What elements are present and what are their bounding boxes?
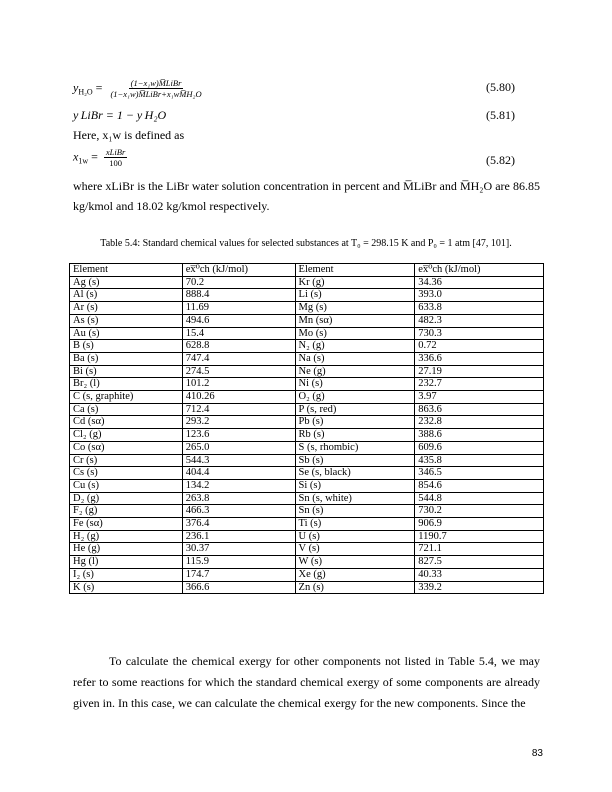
exergy-value-cell: 609.6 — [415, 441, 544, 454]
exergy-value-cell: 11.69 — [182, 302, 295, 315]
element-cell: Bi (s) — [70, 365, 183, 378]
eq-5-82-numerator: xLiBr — [105, 147, 126, 157]
exergy-value-cell: 336.6 — [415, 352, 544, 365]
exergy-value-cell: 388.6 — [415, 429, 544, 442]
element-cell: Rb (s) — [295, 429, 415, 442]
element-cell: Ti (s) — [295, 518, 415, 531]
element-cell: H₂ (g) — [70, 530, 183, 543]
exergy-value-cell: 70.2 — [182, 276, 295, 289]
element-cell: U (s) — [295, 530, 415, 543]
element-cell: Hg (l) — [70, 556, 183, 569]
element-cell: As (s) — [70, 314, 183, 327]
element-cell: I₂ (s) — [70, 568, 183, 581]
table-row — [70, 556, 544, 569]
table-row — [70, 302, 544, 315]
element-cell: V (s) — [295, 543, 415, 556]
element-cell: Sb (s) — [295, 454, 415, 467]
definition-line: Here, x₁w is defined as — [73, 128, 185, 142]
exergy-value-cell: 40.33 — [415, 568, 544, 581]
table-row — [70, 429, 544, 442]
exergy-value-cell: 27.19 — [415, 365, 544, 378]
element-cell: P (s, red) — [295, 403, 415, 416]
paragraph-where: where xLiBr is the LiBr water solution concentration in percent and M̅LiBr and M̅H₂O are 86.85 kg/kmol and 18.02 kg/kmol respectively. — [73, 179, 540, 213]
header-element-2: Element — [295, 264, 415, 277]
exergy-value-cell: 730.2 — [415, 505, 544, 518]
table-row — [70, 391, 544, 404]
element-cell: Ag (s) — [70, 276, 183, 289]
exergy-value-cell: 232.8 — [415, 416, 544, 429]
header-exergy-2: ex̅⁰ch (kJ/mol) — [415, 264, 544, 277]
table-caption: Table 5.4: Standard chemical values for selected substances at T₀ = 298.15 K and P₀ = 1 atm [47, 101]. — [100, 238, 512, 249]
eq-5-82-fraction — [104, 147, 127, 168]
element-cell: Kr (g) — [295, 276, 415, 289]
element-cell: Au (s) — [70, 327, 183, 340]
exergy-value-cell: 747.4 — [182, 352, 295, 365]
element-cell: Sn (s) — [295, 505, 415, 518]
eq-5-80-denominator: (1−x₁w)M̅LiBr+x₁wM̅H₂O — [110, 89, 202, 99]
exergy-value-cell: 494.6 — [182, 314, 295, 327]
exergy-value-cell: 376.4 — [182, 518, 295, 531]
eq-5-80-lhs-sub: H₂O — [78, 87, 93, 97]
table-row — [70, 505, 544, 518]
element-cell: Co (sα) — [70, 441, 183, 454]
element-cell: Ni (s) — [295, 378, 415, 391]
eq-5-82-lhs-sub: 1w — [78, 156, 89, 166]
table-row — [70, 530, 544, 543]
exergy-value-cell: 712.4 — [182, 403, 295, 416]
exergy-value-cell: 115.9 — [182, 556, 295, 569]
exergy-value-cell: 827.5 — [415, 556, 544, 569]
exergy-value-cell: 628.8 — [182, 340, 295, 353]
element-cell: Na (s) — [295, 352, 415, 365]
exergy-value-cell: 730.3 — [415, 327, 544, 340]
table-row — [70, 581, 544, 594]
exergy-value-cell: 339.2 — [415, 581, 544, 594]
exergy-value-cell: 404.4 — [182, 467, 295, 480]
exergy-value-cell: 366.6 — [182, 581, 295, 594]
table-row — [70, 314, 544, 327]
element-cell: Mo (s) — [295, 327, 415, 340]
eq-5-80-numerator: (1−x₁w)M̅LiBr — [130, 78, 182, 88]
element-cell: K (s) — [70, 581, 183, 594]
header-exergy-1: ex̅⁰ch (kJ/mol) — [182, 264, 295, 277]
exergy-value-cell: 544.3 — [182, 454, 295, 467]
exergy-value-cell: 854.6 — [415, 479, 544, 492]
element-cell: He (g) — [70, 543, 183, 556]
exergy-value-cell: 466.3 — [182, 505, 295, 518]
equation-number-5-80: (5.80) — [486, 80, 515, 94]
element-cell: Cs (s) — [70, 467, 183, 480]
table-row — [70, 543, 544, 556]
exergy-value-cell: 34.36 — [415, 276, 544, 289]
exergy-value-cell: 265.0 — [182, 441, 295, 454]
element-cell: N₂ (g) — [295, 340, 415, 353]
element-cell: Ar (s) — [70, 302, 183, 315]
exergy-value-cell: 293.2 — [182, 416, 295, 429]
equation-5-81: y LiBr = 1 − y H₂O — [73, 108, 167, 122]
element-cell: B (s) — [70, 340, 183, 353]
exergy-value-cell: 174.7 — [182, 568, 295, 581]
exergy-value-cell: 134.2 — [182, 479, 295, 492]
element-cell: Mg (s) — [295, 302, 415, 315]
table-row — [70, 352, 544, 365]
exergy-value-cell: 0.72 — [415, 340, 544, 353]
element-cell: Cr (s) — [70, 454, 183, 467]
table-row — [70, 416, 544, 429]
eq-5-82-lhs: x — [73, 149, 79, 164]
table-row — [70, 518, 544, 531]
element-cell: Zn (s) — [295, 581, 415, 594]
chemical-exergy-table — [69, 263, 544, 594]
table-row — [70, 403, 544, 416]
exergy-value-cell: 393.0 — [415, 289, 544, 302]
equation-5-80 — [73, 78, 204, 99]
equation-5-82 — [73, 147, 127, 168]
table-row — [70, 276, 544, 289]
element-cell: Se (s, black) — [295, 467, 415, 480]
table-row — [70, 289, 544, 302]
eq-5-80-fraction — [108, 78, 203, 99]
element-cell: Si (s) — [295, 479, 415, 492]
exergy-value-cell: 346.5 — [415, 467, 544, 480]
element-cell: Sn (s, white) — [295, 492, 415, 505]
equation-number-5-82: (5.82) — [486, 153, 515, 167]
exergy-value-cell: 232.7 — [415, 378, 544, 391]
table-row — [70, 327, 544, 340]
exergy-value-cell: 30.37 — [182, 543, 295, 556]
exergy-value-cell: 263.8 — [182, 492, 295, 505]
table-row — [70, 479, 544, 492]
element-cell: S (s, rhombic) — [295, 441, 415, 454]
exergy-value-cell: 544.8 — [415, 492, 544, 505]
element-cell: Cd (sα) — [70, 416, 183, 429]
table-row — [70, 454, 544, 467]
element-cell: F₂ (g) — [70, 505, 183, 518]
page-number: 83 — [531, 748, 543, 759]
header-element-1: Element — [70, 264, 183, 277]
exergy-value-cell: 482.3 — [415, 314, 544, 327]
exergy-value-cell: 274.5 — [182, 365, 295, 378]
table-row — [70, 467, 544, 480]
exergy-value-cell: 721.1 — [415, 543, 544, 556]
element-cell: Ba (s) — [70, 352, 183, 365]
exergy-value-cell: 633.8 — [415, 302, 544, 315]
element-cell: W (s) — [295, 556, 415, 569]
table-body — [70, 276, 544, 594]
element-cell: Ca (s) — [70, 403, 183, 416]
table-header-row — [70, 264, 544, 277]
exergy-value-cell: 15.4 — [182, 327, 295, 340]
element-cell: D₂ (g) — [70, 492, 183, 505]
eq-5-82-equals: = — [91, 149, 98, 164]
eq-5-82-denominator: 100 — [109, 158, 122, 168]
table-row — [70, 378, 544, 391]
element-cell: Br₂ (l) — [70, 378, 183, 391]
exergy-value-cell: 101.2 — [182, 378, 295, 391]
eq-5-80-equals: = — [95, 80, 103, 95]
exergy-value-cell: 888.4 — [182, 289, 295, 302]
element-cell: Xe (g) — [295, 568, 415, 581]
element-cell: Al (s) — [70, 289, 183, 302]
equation-number-5-81: (5.81) — [486, 108, 515, 122]
exergy-value-cell: 123.6 — [182, 429, 295, 442]
element-cell: O₂ (g) — [295, 391, 415, 404]
table-row — [70, 340, 544, 353]
exergy-value-cell: 236.1 — [182, 530, 295, 543]
exergy-value-cell: 863.6 — [415, 403, 544, 416]
table-row — [70, 365, 544, 378]
table-row — [70, 441, 544, 454]
element-cell: Pb (s) — [295, 416, 415, 429]
element-cell: Cl₂ (g) — [70, 429, 183, 442]
table-row — [70, 492, 544, 505]
exergy-value-cell: 435.8 — [415, 454, 544, 467]
exergy-value-cell: 906.9 — [415, 518, 544, 531]
table-row — [70, 568, 544, 581]
element-cell: Fe (sα) — [70, 518, 183, 531]
element-cell: Mn (sα) — [295, 314, 415, 327]
exergy-value-cell: 410.26 — [182, 391, 295, 404]
element-cell: Cu (s) — [70, 479, 183, 492]
exergy-value-cell: 3.97 — [415, 391, 544, 404]
element-cell: Li (s) — [295, 289, 415, 302]
element-cell: C (s, graphite) — [70, 391, 183, 404]
eq-5-80-lhs: y — [73, 80, 79, 95]
exergy-value-cell: 1190.7 — [415, 530, 544, 543]
element-cell: Ne (g) — [295, 365, 415, 378]
paragraph-calculate: To calculate the chemical exergy for other components not listed in Table 5.4, we may refer to some reactions for which the standard chemical exergy of some components are already given in. In this case, we can calculate the chemical exergy for the new components. Since the — [73, 654, 540, 710]
